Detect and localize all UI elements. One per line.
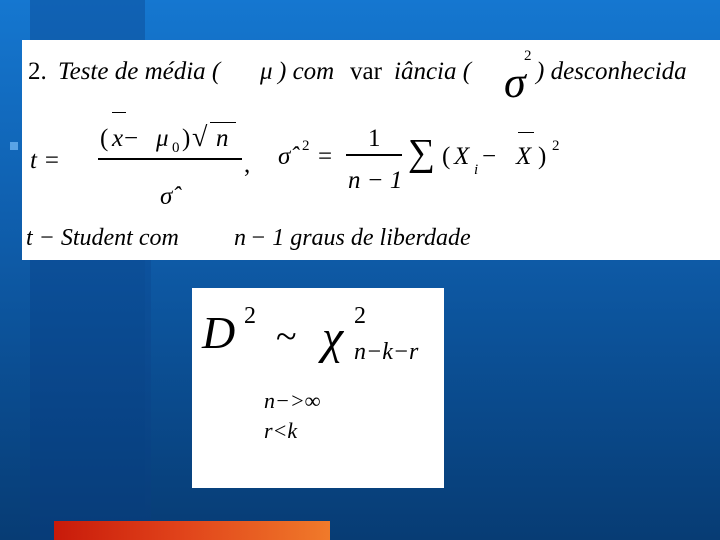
var-denominator: n − 1 [348, 167, 403, 194]
var-lhs-exp: 2 [302, 138, 310, 154]
heading-text-desconhecida: ) desconhecida [536, 58, 687, 85]
chi-D: D [202, 307, 236, 358]
formula-image-chi-square [192, 288, 444, 488]
chi-D-exp: 2 [244, 303, 256, 329]
t-minus: − [124, 125, 139, 152]
var-equals: = [318, 143, 333, 170]
t-comma: , [244, 151, 251, 178]
heading-text-teste: Teste de média ( [58, 58, 221, 85]
chi-tilde: ~ [276, 316, 297, 358]
var-X: X [454, 143, 470, 170]
t-x: x [112, 125, 124, 152]
chi-exp: 2 [354, 303, 366, 329]
t-num-open: ( [100, 125, 109, 152]
t-mu: μ [156, 125, 169, 152]
t-denominator-sigma-hat: σ̂ [160, 183, 173, 210]
t-lhs: t = [30, 147, 61, 174]
t-fraction-line [98, 158, 242, 160]
var-numerator: 1 [368, 125, 381, 152]
heading-mu: μ [260, 58, 273, 85]
heading-sigma: σ [504, 58, 526, 107]
t-mu-sub: 0 [172, 140, 180, 156]
heading-number: 2. [28, 58, 47, 85]
var-minus: − [482, 143, 497, 170]
student-n: n [234, 225, 246, 251]
Xbar-overline [518, 132, 534, 133]
heading-text-iancia: iância ( [394, 58, 472, 85]
chi-sub: n−k−r [354, 339, 419, 365]
student-text-t: t − Student com [26, 225, 179, 251]
var-fraction-line [346, 154, 402, 156]
sqrt-overline [210, 122, 236, 123]
t-num-close: ) [182, 125, 191, 152]
student-text-rest: − 1 graus de liberdade [250, 225, 471, 251]
heading-var: var [350, 58, 382, 85]
var-close: ) [538, 143, 547, 170]
var-exp: 2 [552, 138, 560, 154]
formula-image-t-test [22, 40, 720, 260]
var-sub-i: i [474, 162, 479, 178]
var-lhs-sigma-hat: σ̂ [278, 143, 291, 170]
sqrt-sign: √ [192, 122, 208, 153]
var-open: ( [442, 143, 451, 170]
t-n: n [216, 125, 229, 152]
heading-sigma-exp: 2 [524, 48, 532, 64]
slide-bullet [10, 142, 18, 150]
heading-text-com: ) com [278, 58, 335, 85]
var-Xbar: X [516, 143, 532, 170]
condition-n-infinity: n−>∞ [264, 388, 321, 413]
condition-r-less-k: r<k [264, 418, 298, 443]
xbar-overline [112, 112, 126, 113]
chi-symbol: χ [322, 311, 344, 364]
background-stripe-inner [145, 260, 151, 540]
sum-sign: ∑ [408, 132, 436, 174]
decorative-orange-bar [54, 521, 330, 540]
